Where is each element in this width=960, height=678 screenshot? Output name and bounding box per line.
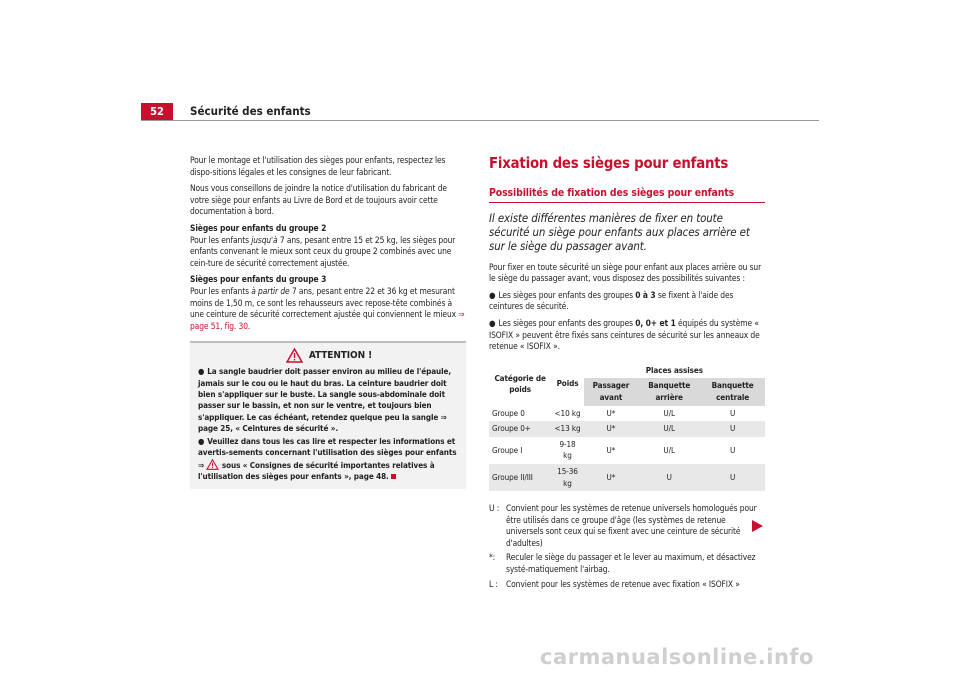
option-bullet-1-a: Les sièges pour enfants des groupes	[498, 289, 636, 300]
option-bullet-1-b: se fixent à l'aide des ceintures de sécurité.	[489, 289, 734, 312]
group3-text-end: .	[247, 320, 251, 331]
warning-triangle-icon	[206, 459, 219, 470]
cell-center: U	[700, 437, 765, 464]
cell-rear: U/L	[638, 421, 700, 437]
seat-compatibility-table	[489, 363, 765, 491]
page-number: 52	[141, 103, 173, 121]
group2-text	[190, 235, 466, 270]
group2-text-em: jusqu'à	[251, 234, 278, 245]
right-column	[489, 155, 765, 593]
header-front-passenger: Passager avant	[592, 380, 630, 402]
cell-weight: <13 kg	[551, 421, 583, 437]
table-header-row	[489, 363, 765, 379]
cell-rear: U/L	[638, 437, 700, 464]
warning-bullet-2	[198, 436, 460, 482]
chapter-title: Sécurité des enfants	[190, 104, 311, 118]
subsection-title: Possibilités de fixation des sièges pour enfants	[489, 187, 765, 203]
option-bullet-2	[489, 318, 765, 353]
option-bullet-1	[489, 290, 765, 313]
cell-weight: <10 kg	[551, 406, 583, 422]
cell-category: Groupe II/III	[489, 464, 551, 491]
note-key: *:	[489, 552, 496, 563]
table-row	[489, 464, 765, 491]
cell-rear: U	[638, 464, 700, 491]
table-row	[489, 421, 765, 437]
warning-box	[190, 341, 466, 489]
left-column	[190, 155, 466, 489]
paragraph-manual: Nous vous conseillons de joindre la notice d'utilisation du fabricant de votre siège pour enfants au Livre de Bord et de toujours avoir cette documentation à bord.	[190, 183, 447, 217]
page-51-link[interactable]: ⇒ page 51, fig. 30	[190, 309, 465, 331]
bullet-icon: ●	[489, 317, 496, 328]
header-rear-bench: Banquette arrière	[648, 380, 691, 402]
cell-front: U*	[584, 464, 638, 491]
warning-bullet-2-text-b: sous « Consignes de sécurité importantes relatives à l'utilisation des sièges pour enfants », page 48.	[198, 459, 435, 481]
end-of-section-icon	[391, 474, 396, 479]
note-key: L :	[489, 578, 498, 589]
note-text: Reculer le siège du passager et le lever au maximum, et désactivez systé-matiquement l'airbag.	[506, 552, 756, 575]
bullet-icon: ●	[489, 289, 496, 300]
option-bullet-2-b: équipés du système « ISOFIX » peuvent être fixés sans ceintures de sécurité sur les anneaux de retenue « ISOFIX ».	[489, 317, 760, 352]
note-key: U :	[489, 503, 500, 514]
warning-title	[198, 348, 460, 363]
group2-text-b: 7 ans, pesant entre 15 et 25 kg, les sièges pour enfants convenant le mieux sont ceux du groupe 2 combinés avec une cein-ture de sécurité correctement ajustée.	[190, 234, 456, 268]
warning-title-text: ATTENTION !	[308, 350, 373, 362]
continue-arrow-icon	[752, 520, 763, 532]
note-item	[489, 503, 765, 549]
group3-heading: Sièges pour enfants du groupe 3	[190, 274, 327, 285]
table-row	[489, 406, 765, 422]
warning-bullet-2-text-a: Veuillez dans tous les cas lire et respecter les informations et avertis-sements concernant l'utilisation des sièges pour enfants ⇒	[198, 436, 457, 470]
note-item	[489, 552, 765, 575]
header-places: Places assises	[645, 364, 703, 375]
header-weight: Poids	[556, 378, 579, 389]
watermark: carmanualsonline.info	[540, 645, 814, 669]
intro-text: Pour fixer en toute sécurité un siège pour enfant aux places arrière ou sur le siège du passager avant, vous disposez des possibilités suivantes :	[489, 261, 762, 284]
warning-triangle-icon	[286, 348, 303, 363]
note-text: Convient pour les systèmes de retenue universels homologués pour être utilisés dans ce groupe d'âge (les systèmes de retenue universels sont ceux qui se fixent avec une ceinture de sécurité d'adultes)	[506, 503, 757, 548]
group3-text-b: 7 ans, pesant entre 22 et 36 kg et mesurant moins de 1,50 m, ce sont les rehausseurs avec repose-tête combinés à une ceinture de sécurité correctement ajustée qui conviennent le mieux	[190, 285, 459, 320]
cell-center: U	[700, 406, 765, 422]
cell-rear: U/L	[638, 406, 700, 422]
table-row	[489, 437, 765, 464]
group2-text-a: Pour les enfants	[190, 234, 252, 245]
section-title: Fixation des sièges pour enfants	[489, 155, 729, 172]
cell-front: U*	[584, 421, 638, 437]
cell-category: Groupe 0+	[489, 421, 551, 437]
group3-text	[190, 286, 466, 332]
cell-category: Groupe I	[489, 437, 551, 464]
note-text: Convient pour les systèmes de retenue avec fixation « ISOFIX »	[506, 578, 740, 589]
group3-text-em: à partir de	[251, 285, 290, 296]
header-divider	[141, 120, 819, 121]
option-bullet-2-a: Les sièges pour enfants des groupes	[498, 317, 636, 328]
group3-text-a: Pour les enfants	[190, 285, 252, 296]
cell-front: U*	[584, 406, 638, 422]
warning-bullet-1-text: La sangle baudrier doit passer environ au milieu de l'épaule, jamais sur le cou ou le haut du bras. La ceinture baudrier doit bien s'appliquer sur le buste. La sangle sous-abdominale doit passer sur le bassin, et non sur le ventre, et toujours bien s'appliquer. Le cas échéant, retendez quelque peu la sangle ⇒ page 25, « Ceintures de sécurité ».	[198, 366, 452, 433]
cell-center: U	[700, 421, 765, 437]
cell-weight: 15-36 kg	[551, 464, 583, 491]
header-center-bench: Banquette centrale	[711, 380, 754, 402]
option-bullet-1-bold: 0 à 3	[635, 289, 656, 300]
header-weight-category: Catégorie de poids	[494, 372, 546, 395]
cell-weight: 9-18 kg	[551, 437, 583, 464]
table-notes	[489, 503, 765, 590]
cell-category: Groupe 0	[489, 406, 551, 422]
cell-center: U	[700, 464, 765, 491]
bullet-icon: ●	[198, 366, 205, 377]
paragraph-mounting: Pour le montage et l'utilisation des sièges pour enfants, respectez les dispo-sitions légales et les consignes de leur fabricant.	[190, 155, 446, 177]
lead-text: Il existe différentes manières de fixer en toute sécurité un siège pour enfants aux places arrière et sur le siège du passager avant.	[489, 211, 750, 254]
cell-front: U*	[584, 437, 638, 464]
bullet-icon: ●	[198, 436, 205, 447]
note-item	[489, 579, 765, 591]
warning-bullet-1	[198, 366, 460, 434]
option-bullet-2-bold: 0, 0+ et 1	[635, 317, 676, 328]
group2-heading: Sièges pour enfants du groupe 2	[190, 222, 327, 233]
